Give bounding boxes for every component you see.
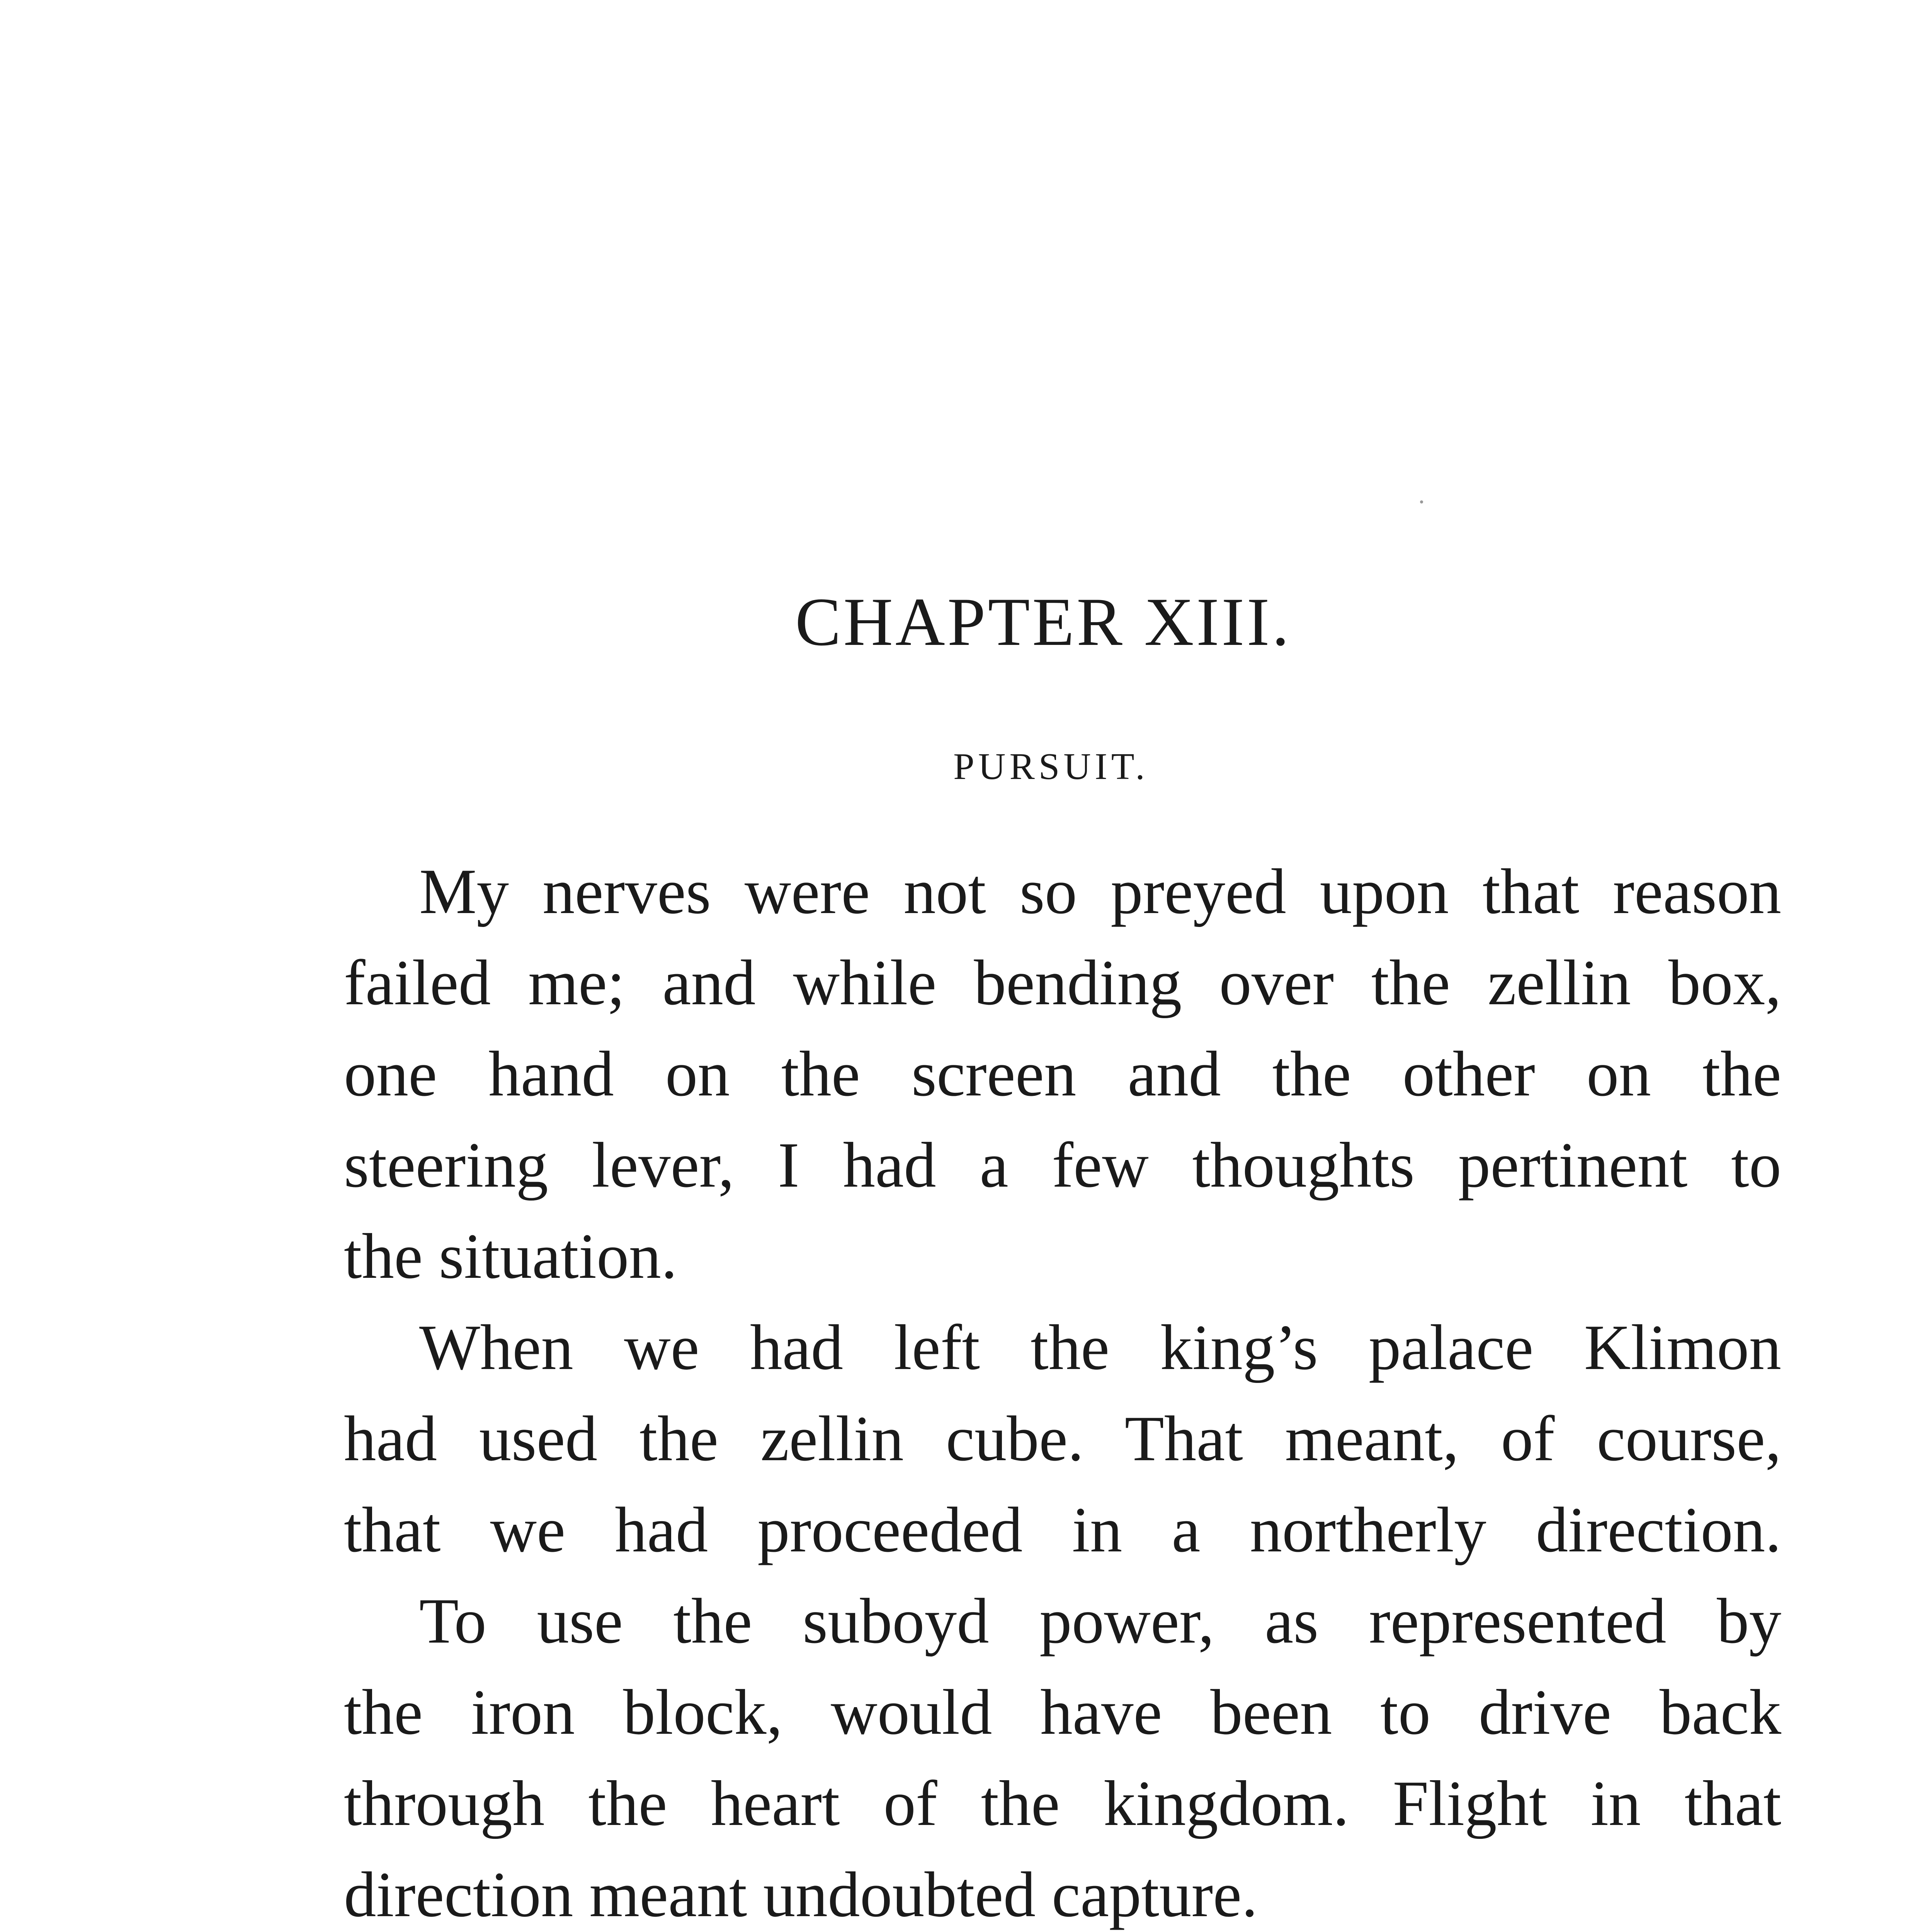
paragraph xyxy=(344,1302,1781,1576)
text-line: had used the zellin cube. That meant, of course, xyxy=(344,1403,1781,1475)
text-line: the iron block, would have been to drive back xyxy=(344,1677,1781,1748)
text-line: through the heart of the kingdom. Flight in that xyxy=(344,1768,1781,1839)
text-line: the situation. xyxy=(344,1221,677,1292)
text-line: To use the suboyd power, as represented by xyxy=(419,1585,1781,1657)
paragraph xyxy=(344,846,1781,1302)
paper-speck xyxy=(1420,500,1423,503)
text-line: that we had proceeded in a northerly direction. xyxy=(344,1494,1781,1566)
text-line: My nerves were not so preyed upon that reason xyxy=(419,856,1781,927)
body-text xyxy=(344,846,1781,1932)
text-line: failed me; and while bending over the zellin box, xyxy=(344,947,1781,1019)
chapter-subtitle: PURSUIT. xyxy=(953,746,1149,787)
text-line: steering lever, I had a few thoughts pertinent to xyxy=(344,1129,1781,1201)
text-line: When we had left the king’s palace Klimon xyxy=(419,1312,1781,1383)
paragraph xyxy=(344,1576,1781,1932)
text-line: direction meant undoubted capture. xyxy=(344,1859,1258,1930)
text-line: one hand on the screen and the other on the xyxy=(344,1038,1781,1110)
chapter-title: CHAPTER XIII. xyxy=(795,583,1292,660)
